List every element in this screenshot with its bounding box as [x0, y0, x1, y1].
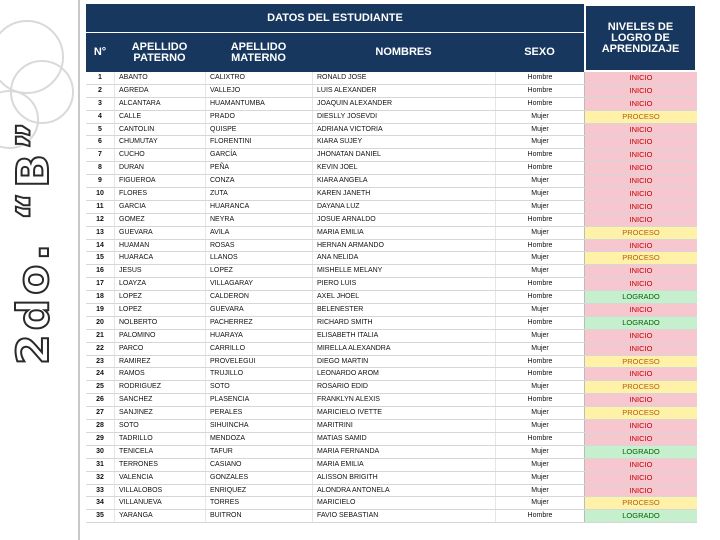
apellido-materno-cell: CASIANO	[205, 459, 312, 471]
nombres-cell: DIESLLY JOSEVDI	[312, 111, 495, 123]
nivel-logro-cell: PROCESO	[584, 381, 697, 393]
row-number: 16	[96, 267, 104, 275]
table-row	[86, 252, 697, 265]
table-row	[86, 356, 697, 369]
table-row	[86, 291, 697, 304]
apellido-paterno-cell: CHUMUTAY	[114, 136, 205, 148]
apellido-materno-cell: TAFUR	[205, 446, 312, 458]
sexo-cell: Hombre	[495, 356, 584, 368]
nombres-cell: MARIA EMILIA	[312, 459, 495, 471]
apellido-paterno-cell: PARCO	[114, 343, 205, 355]
row-number: 15	[96, 254, 104, 262]
apellido-paterno-cell: ABANTO	[114, 72, 205, 84]
row-number: 28	[96, 422, 104, 430]
row-number: 33	[96, 486, 104, 494]
apellido-paterno-cell: RAMIREZ	[114, 356, 205, 368]
sexo-cell: Mujer	[495, 497, 584, 509]
apellido-materno-cell: ZUTA	[205, 188, 312, 200]
apellido-materno-cell: HUAMANTUMBA	[205, 98, 312, 110]
nivel-logro-cell: INICIO	[584, 394, 697, 406]
nivel-logro-cell: INICIO	[584, 330, 697, 342]
apellido-paterno-cell: JESUS	[114, 265, 205, 277]
nombres-cell: JOSUE ARNALDO	[312, 214, 495, 226]
header-materno: APELLIDO MATERNO	[230, 40, 287, 64]
row-number: 2	[98, 86, 102, 94]
table-row	[86, 85, 697, 98]
apellido-materno-cell: PEÑA	[205, 162, 312, 174]
nombres-cell: JHONATAN DANIEL	[312, 149, 495, 161]
apellido-materno-cell: TRUJILLO	[205, 368, 312, 380]
nivel-logro-cell: INICIO	[584, 98, 697, 110]
sexo-cell: Mujer	[495, 407, 584, 419]
nombres-cell: MARICIELO	[312, 497, 495, 509]
apellido-materno-cell: ENRIQUEZ	[205, 485, 312, 497]
apellido-materno-cell: TORRES	[205, 497, 312, 509]
apellido-paterno-cell: TERRONES	[114, 459, 205, 471]
row-number: 23	[96, 357, 104, 365]
sexo-cell: Mujer	[495, 124, 584, 136]
nivel-logro-cell: INICIO	[584, 149, 697, 161]
apellido-paterno-cell: VALENCIA	[114, 472, 205, 484]
apellido-materno-cell: CARRILLO	[205, 343, 312, 355]
apellido-materno-cell: PERALES	[205, 407, 312, 419]
apellido-paterno-cell: TADRILLO	[114, 433, 205, 445]
row-number: 6	[98, 138, 102, 146]
table-row	[86, 381, 697, 394]
header-num: N°	[93, 46, 107, 58]
apellido-paterno-cell: NOLBERTO	[114, 317, 205, 329]
sexo-cell: Hombre	[495, 240, 584, 252]
sexo-cell: Mujer	[495, 304, 584, 316]
apellido-materno-cell: FLORENTINI	[205, 136, 312, 148]
apellido-paterno-cell: LOAYZA	[114, 278, 205, 290]
sexo-cell: Mujer	[495, 381, 584, 393]
apellido-paterno-cell: HUAMAN	[114, 240, 205, 252]
apellido-materno-cell: PROVELEGUI	[205, 356, 312, 368]
nivel-logro-cell: INICIO	[584, 459, 697, 471]
nombres-cell: KIARA ANGELA	[312, 175, 495, 187]
row-number: 3	[98, 99, 102, 107]
row-number: 24	[96, 370, 104, 378]
row-number: 4	[98, 112, 102, 120]
nombres-cell: ALISSON BRIGITH	[312, 472, 495, 484]
apellido-materno-cell: LLANOS	[205, 252, 312, 264]
grade-section-title: 2do. “B”	[8, 117, 59, 365]
apellido-materno-cell: ROSAS	[205, 240, 312, 252]
table-row	[86, 420, 697, 433]
table-row	[86, 214, 697, 227]
nivel-logro-cell: INICIO	[584, 472, 697, 484]
table-row	[86, 304, 697, 317]
apellido-materno-cell: GONZALES	[205, 472, 312, 484]
sexo-cell: Mujer	[495, 472, 584, 484]
row-number: 34	[96, 499, 104, 507]
sexo-cell: Mujer	[495, 446, 584, 458]
nivel-logro-cell: LOGRADO	[584, 317, 697, 329]
nivel-logro-cell: PROCESO	[584, 356, 697, 368]
sexo-cell: Hombre	[495, 85, 584, 97]
table-row	[86, 394, 697, 407]
table-row	[86, 278, 697, 291]
nombres-cell: JOAQUIN ALEXANDER	[312, 98, 495, 110]
nivel-logro-cell: LOGRADO	[584, 446, 697, 458]
sexo-cell: Mujer	[495, 227, 584, 239]
nombres-cell: PIERO LUIS	[312, 278, 495, 290]
nombres-cell: FAVIO SEBASTIAN	[312, 510, 495, 522]
sexo-cell: Hombre	[495, 510, 584, 522]
nivel-logro-cell: PROCESO	[584, 227, 697, 239]
nombres-cell: ADRIANA VICTORIA	[312, 124, 495, 136]
nombres-cell: RICHARD SMITH	[312, 317, 495, 329]
nombres-cell: DIEGO MARTIN	[312, 356, 495, 368]
nombres-cell: ROSARIO EDID	[312, 381, 495, 393]
row-number: 22	[96, 344, 104, 352]
table-row	[86, 149, 697, 162]
nombres-cell: MIRELLA ALEXANDRA	[312, 343, 495, 355]
apellido-materno-cell: PLASENCIA	[205, 394, 312, 406]
nivel-logro-cell: INICIO	[584, 343, 697, 355]
apellido-materno-cell: NEYRA	[205, 214, 312, 226]
nivel-logro-cell: INICIO	[584, 85, 697, 97]
nivel-logro-cell: INICIO	[584, 368, 697, 380]
sexo-cell: Hombre	[495, 162, 584, 174]
apellido-materno-cell: VILLAGARAY	[205, 278, 312, 290]
table-row	[86, 368, 697, 381]
nivel-logro-cell: INICIO	[584, 201, 697, 213]
header-nivel-box	[584, 4, 697, 72]
nivel-logro-cell: PROCESO	[584, 252, 697, 264]
apellido-paterno-cell: RAMOS	[114, 368, 205, 380]
nombres-cell: MATIAS SAMID	[312, 433, 495, 445]
table-row	[86, 227, 697, 240]
sexo-cell: Mujer	[495, 330, 584, 342]
apellido-paterno-cell: LOPEZ	[114, 304, 205, 316]
divider-line	[78, 0, 80, 540]
table-row	[86, 201, 697, 214]
row-number: 13	[96, 228, 104, 236]
table-row	[86, 240, 697, 253]
row-number: 19	[96, 306, 104, 314]
nivel-logro-cell: INICIO	[584, 214, 697, 226]
row-number: 17	[96, 280, 104, 288]
apellido-paterno-cell: GUEVARA	[114, 227, 205, 239]
apellido-materno-cell: QUISPE	[205, 124, 312, 136]
nombres-cell: ANA NELIDA	[312, 252, 495, 264]
apellido-materno-cell: SOTO	[205, 381, 312, 393]
header-paterno: APELLIDO PATERNO	[131, 40, 188, 64]
sexo-cell: Hombre	[495, 278, 584, 290]
row-number: 20	[96, 318, 104, 326]
table-row	[86, 330, 697, 343]
nivel-logro-cell: INICIO	[584, 485, 697, 497]
nivel-logro-cell: INICIO	[584, 136, 697, 148]
nombres-cell: ALONDRA ANTONELA	[312, 485, 495, 497]
row-number: 1	[98, 74, 102, 81]
row-number: 10	[96, 190, 104, 198]
row-number: 12	[96, 215, 104, 223]
nombres-cell: KAREN JANETH	[312, 188, 495, 200]
row-number: 9	[98, 177, 102, 185]
apellido-materno-cell: CALIXTRO	[205, 72, 312, 84]
sexo-cell: Hombre	[495, 72, 584, 84]
header-nivel: NIVELES DE LOGRO DE APRENDIZAJE	[601, 20, 680, 55]
sexo-cell: Hombre	[495, 214, 584, 226]
apellido-materno-cell: HUARANCA	[205, 201, 312, 213]
nivel-logro-cell: PROCESO	[584, 111, 697, 123]
table-row	[86, 98, 697, 111]
nombres-cell: FRANKLYN ALEXIS	[312, 394, 495, 406]
sexo-cell: Mujer	[495, 343, 584, 355]
nivel-logro-cell: INICIO	[584, 240, 697, 252]
apellido-paterno-cell: FLORES	[114, 188, 205, 200]
row-number: 21	[96, 331, 104, 339]
nivel-logro-cell: LOGRADO	[584, 291, 697, 303]
table-row	[86, 265, 697, 278]
apellido-materno-cell: HUARAYA	[205, 330, 312, 342]
nivel-logro-cell: INICIO	[584, 72, 697, 84]
row-number: 14	[96, 241, 104, 249]
apellido-paterno-cell: SANCHEZ	[114, 394, 205, 406]
sexo-cell: Mujer	[495, 265, 584, 277]
table-row	[86, 136, 697, 149]
apellido-paterno-cell: VILLALOBOS	[114, 485, 205, 497]
apellido-paterno-cell: PALOMINO	[114, 330, 205, 342]
apellido-materno-cell: CALDERON	[205, 291, 312, 303]
nombres-cell: MARIA EMILIA	[312, 227, 495, 239]
apellido-paterno-cell: YARANGA	[114, 510, 205, 522]
nombres-cell: MARICIELO IVETTE	[312, 407, 495, 419]
row-number: 5	[98, 125, 102, 133]
sexo-cell: Mujer	[495, 136, 584, 148]
nivel-logro-cell: INICIO	[584, 304, 697, 316]
sexo-cell: Hombre	[495, 368, 584, 380]
nombres-cell: AXEL JHOEL	[312, 291, 495, 303]
nivel-logro-cell: PROCESO	[584, 407, 697, 419]
row-number: 30	[96, 447, 104, 455]
sexo-cell: Mujer	[495, 485, 584, 497]
apellido-paterno-cell: RODRIGUEZ	[114, 381, 205, 393]
apellido-paterno-cell: AGREDA	[114, 85, 205, 97]
nombres-cell: RONALD JOSE	[312, 72, 495, 84]
row-number: 8	[98, 164, 102, 172]
table-body	[86, 72, 697, 523]
nivel-logro-cell: INICIO	[584, 433, 697, 445]
table-row	[86, 433, 697, 446]
nivel-logro-cell: PROCESO	[584, 497, 697, 509]
row-number: 18	[96, 293, 104, 301]
apellido-paterno-cell: CUCHO	[114, 149, 205, 161]
table-row	[86, 472, 697, 485]
table-row	[86, 72, 697, 85]
table-header	[86, 4, 697, 72]
nombres-cell: DAYANA LUZ	[312, 201, 495, 213]
sexo-cell: Hombre	[495, 317, 584, 329]
nivel-logro-cell: INICIO	[584, 265, 697, 277]
apellido-materno-cell: LOPEZ	[205, 265, 312, 277]
apellido-materno-cell: MENDOZA	[205, 433, 312, 445]
apellido-materno-cell: SIHUINCHA	[205, 420, 312, 432]
nombres-cell: BELENESTER	[312, 304, 495, 316]
apellido-paterno-cell: SOTO	[114, 420, 205, 432]
header-title: DATOS DEL ESTUDIANTE	[267, 11, 403, 24]
sexo-cell: Hombre	[495, 433, 584, 445]
nombres-cell: LUIS ALEXANDER	[312, 85, 495, 97]
row-number: 35	[96, 512, 104, 520]
apellido-paterno-cell: CALLE	[114, 111, 205, 123]
apellido-paterno-cell: FIGUEROA	[114, 175, 205, 187]
table-row	[86, 175, 697, 188]
row-number: 25	[96, 383, 104, 391]
apellido-paterno-cell: CANTOLIN	[114, 124, 205, 136]
nombres-cell: MARIA FERNANDA	[312, 446, 495, 458]
student-table	[86, 4, 697, 523]
table-row	[86, 497, 697, 510]
apellido-paterno-cell: VILLANUEVA	[114, 497, 205, 509]
table-row	[86, 446, 697, 459]
apellido-paterno-cell: GARCIA	[114, 201, 205, 213]
apellido-paterno-cell: DURAN	[114, 162, 205, 174]
nivel-logro-cell: INICIO	[584, 420, 697, 432]
sexo-cell: Hombre	[495, 149, 584, 161]
nombres-cell: HERNAN ARMANDO	[312, 240, 495, 252]
sexo-cell: Hombre	[495, 98, 584, 110]
apellido-materno-cell: VALLEJO	[205, 85, 312, 97]
table-row	[86, 510, 697, 523]
apellido-paterno-cell: ALCANTARA	[114, 98, 205, 110]
row-number: 31	[96, 460, 104, 468]
nivel-logro-cell: LOGRADO	[584, 510, 697, 522]
nombres-cell: KEVIN JOEL	[312, 162, 495, 174]
apellido-materno-cell: GUEVARA	[205, 304, 312, 316]
row-number: 7	[98, 151, 102, 159]
nombres-cell: MISHELLE MELANY	[312, 265, 495, 277]
nombres-cell: MARITRINI	[312, 420, 495, 432]
table-row	[86, 485, 697, 498]
apellido-paterno-cell: LOPEZ	[114, 291, 205, 303]
table-row	[86, 343, 697, 356]
apellido-materno-cell: AVILA	[205, 227, 312, 239]
table-row	[86, 459, 697, 472]
row-number: 26	[96, 396, 104, 404]
nivel-logro-cell: INICIO	[584, 278, 697, 290]
nivel-logro-cell: INICIO	[584, 124, 697, 136]
sexo-cell: Mujer	[495, 420, 584, 432]
apellido-materno-cell: PACHERREZ	[205, 317, 312, 329]
nivel-logro-cell: INICIO	[584, 162, 697, 174]
header-sexo: SEXO	[524, 46, 555, 58]
row-number: 32	[96, 473, 104, 481]
sexo-cell: Mujer	[495, 111, 584, 123]
row-number: 11	[96, 202, 104, 210]
table-row	[86, 407, 697, 420]
apellido-materno-cell: PRADO	[205, 111, 312, 123]
table-row	[86, 162, 697, 175]
sexo-cell: Hombre	[495, 291, 584, 303]
nombres-cell: ELISABETH ITALIA	[312, 330, 495, 342]
apellido-paterno-cell: GOMEZ	[114, 214, 205, 226]
nivel-logro-cell: INICIO	[584, 188, 697, 200]
table-row	[86, 111, 697, 124]
table-row	[86, 317, 697, 330]
row-number: 29	[96, 434, 104, 442]
sexo-cell: Mujer	[495, 201, 584, 213]
header-nombres: NOMBRES	[375, 46, 432, 58]
row-number: 27	[96, 409, 104, 417]
sexo-cell: Mujer	[495, 252, 584, 264]
nivel-logro-cell: INICIO	[584, 175, 697, 187]
table-row	[86, 188, 697, 201]
apellido-materno-cell: CONZA	[205, 175, 312, 187]
apellido-paterno-cell: TENICELA	[114, 446, 205, 458]
sexo-cell: Mujer	[495, 175, 584, 187]
sexo-cell: Hombre	[495, 394, 584, 406]
nombres-cell: KIARA SUJEY	[312, 136, 495, 148]
nombres-cell: LEONARDO AROM	[312, 368, 495, 380]
apellido-materno-cell: BUITRON	[205, 510, 312, 522]
apellido-paterno-cell: SANJINEZ	[114, 407, 205, 419]
sexo-cell: Mujer	[495, 188, 584, 200]
table-row	[86, 124, 697, 137]
apellido-materno-cell: GARCÍA	[205, 149, 312, 161]
sexo-cell: Mujer	[495, 459, 584, 471]
apellido-paterno-cell: HUARACA	[114, 252, 205, 264]
